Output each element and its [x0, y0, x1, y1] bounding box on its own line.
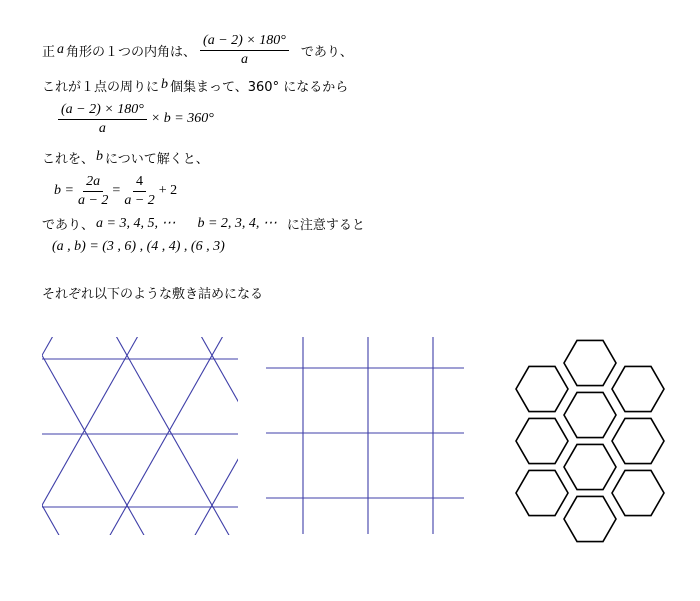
equation-lhs: b =	[54, 183, 74, 198]
var-b: b	[96, 149, 104, 164]
hexagon-cell	[564, 340, 616, 385]
text-deari-2: であり、	[42, 217, 95, 233]
text-solve: これを、	[42, 151, 95, 167]
text-note: に注意すると	[286, 217, 365, 233]
fraction-denominator: a − 2	[124, 192, 155, 208]
fraction-4	[124, 174, 154, 209]
line-solve-for-b	[42, 148, 209, 166]
fraction-2a	[78, 174, 108, 209]
triangle-grid-diagonal-line	[42, 337, 238, 535]
triangle-grid-diagonal-line	[42, 337, 159, 535]
condition-a: a = 3, 4, 5, ⋯	[96, 215, 176, 231]
hexagon-cell	[612, 470, 664, 515]
hexagon-cell	[564, 496, 616, 541]
triangle-grid-diagonal-line	[91, 337, 239, 535]
text-interior-angle: 角形の１つの内角は、	[66, 44, 197, 60]
hexagon-tiling	[508, 333, 672, 555]
equation-plus-two: + 2	[158, 183, 178, 198]
hexagon-cell	[516, 418, 568, 463]
equation-b	[54, 171, 177, 211]
fraction-denominator: a	[240, 51, 248, 67]
triangle-grid-diagonal-line	[176, 337, 239, 535]
fraction-interior-angle-2	[58, 102, 147, 137]
result-pairs: (a , b) = (3 , 6) , (4 , 4) , (6 , 3)	[52, 239, 225, 254]
hexagon-cell	[564, 392, 616, 437]
triangle-grid-diagonal-line	[42, 337, 79, 535]
hexagon-cell	[516, 470, 568, 515]
fraction-numerator: (a − 2) × 180°	[200, 33, 289, 51]
equals-sign: =	[112, 183, 121, 198]
triangle-grid-diagonal-line	[42, 337, 163, 535]
fraction-numerator: 2a	[83, 174, 103, 192]
text-regular: 正	[42, 44, 56, 60]
triangle-grid-diagonal-line	[42, 337, 238, 535]
equation-tail: × b = 360°	[150, 111, 214, 126]
triangle-grid-diagonal-line	[42, 337, 74, 535]
var-a: a	[57, 42, 65, 57]
fraction-denominator: a	[98, 120, 106, 136]
line-tilings: それぞれ以下のような敷き詰めになる	[42, 287, 264, 302]
line-interior-angle	[42, 31, 353, 69]
text-360: 個集まって、360° になるから	[170, 79, 349, 95]
text-deari: であり、	[300, 44, 353, 60]
equation-sum-angles	[58, 100, 214, 138]
hexagon-cell	[564, 444, 616, 489]
fraction-numerator: (a − 2) × 180°	[58, 102, 147, 120]
fraction-numerator: 4	[133, 174, 146, 192]
hexagon-cell	[516, 366, 568, 411]
square-tiling	[266, 337, 464, 534]
fraction-interior-angle	[200, 33, 289, 68]
condition-b: b = 2, 3, 4, ⋯	[197, 215, 277, 231]
line-gather-around-point	[42, 76, 348, 94]
hexagon-cell	[612, 418, 664, 463]
triangle-tiling	[42, 337, 238, 535]
line-conditions	[42, 214, 365, 232]
text-about: について解くと、	[105, 151, 209, 167]
var-b: b	[161, 77, 169, 92]
hexagon-cell	[612, 366, 664, 411]
triangle-grid-diagonal-line	[180, 337, 238, 535]
text-around-point: これが１点の周りに	[42, 79, 160, 95]
fraction-denominator: a − 2	[77, 192, 109, 208]
